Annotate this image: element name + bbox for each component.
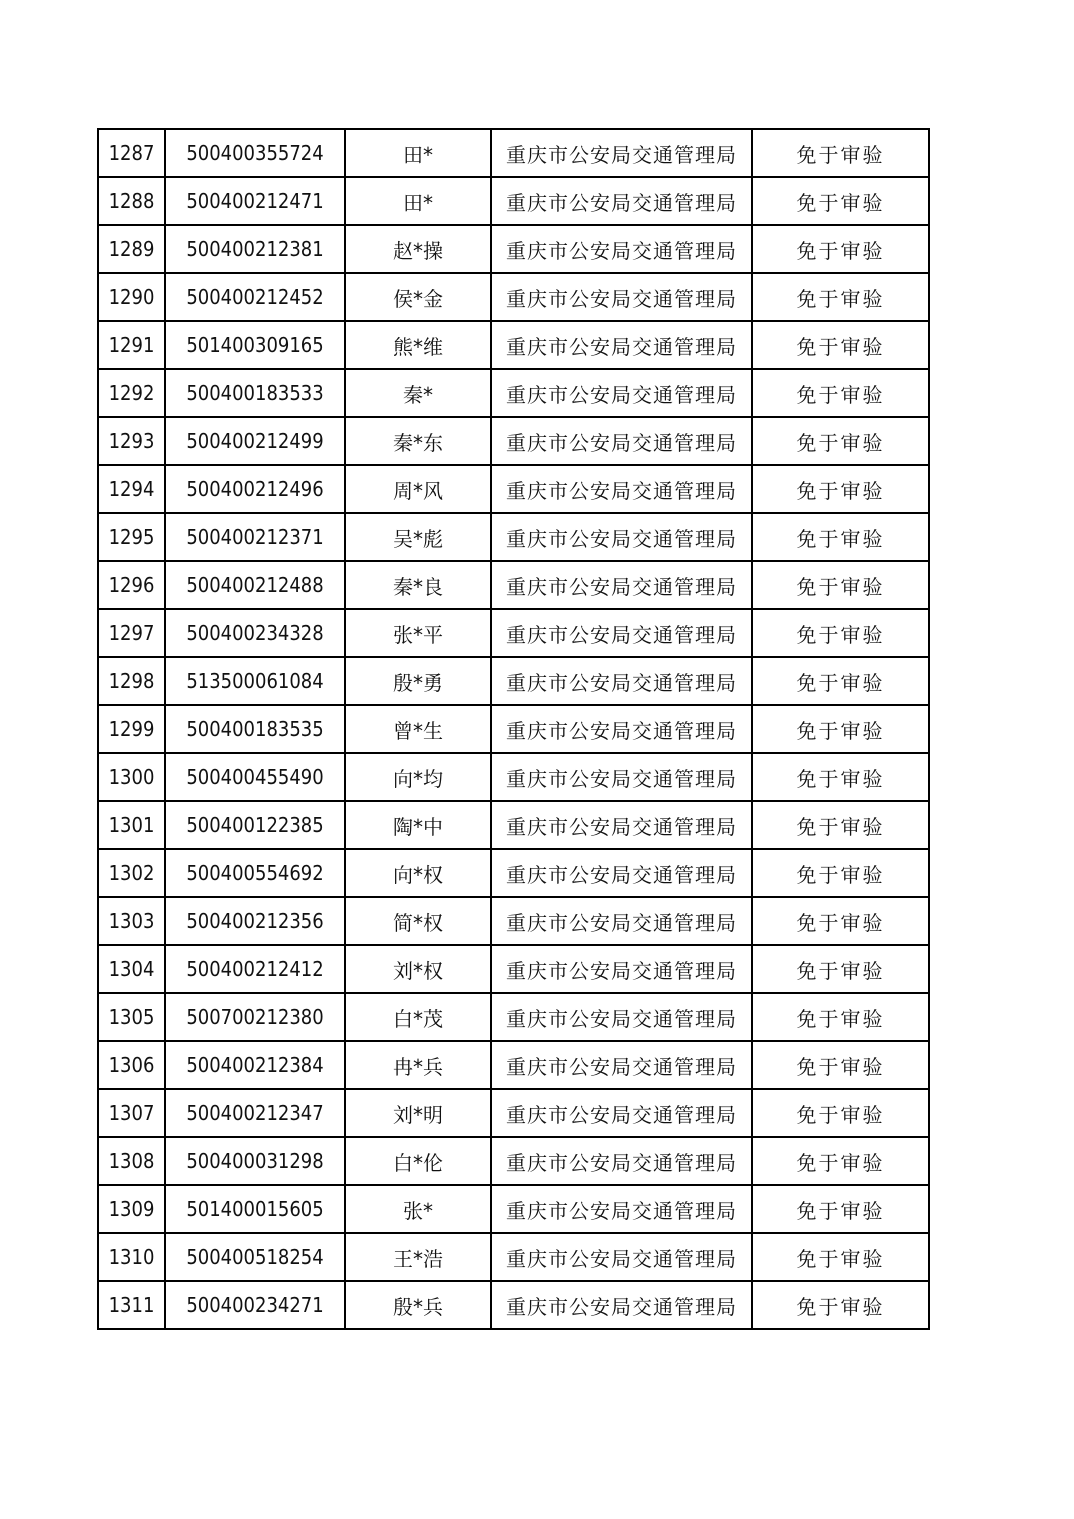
record-number-cell: 1304: [98, 945, 165, 993]
record-number-cell: 1290: [98, 273, 165, 321]
record-name-cell: 周*风: [345, 465, 491, 513]
record-id-cell: 500400234271: [165, 1281, 345, 1329]
record-number-cell: 1306: [98, 1041, 165, 1089]
record-organization-cell: 重庆市公安局交通管理局: [491, 945, 752, 993]
table-row: [98, 561, 929, 609]
record-status-cell: 免于审验: [752, 129, 929, 177]
record-status-cell: 免于审验: [752, 465, 929, 513]
record-organization-cell: 重庆市公安局交通管理局: [491, 369, 752, 417]
record-organization-cell: 重庆市公安局交通管理局: [491, 753, 752, 801]
record-id-cell: 500400554692: [165, 849, 345, 897]
record-number-cell: 1305: [98, 993, 165, 1041]
table-row: [98, 273, 929, 321]
table-row: [98, 1281, 929, 1329]
record-number-cell: 1295: [98, 513, 165, 561]
table-row: [98, 705, 929, 753]
record-id-cell: 500400212488: [165, 561, 345, 609]
record-number-cell: 1301: [98, 801, 165, 849]
record-name-cell: 殷*勇: [345, 657, 491, 705]
record-organization-cell: 重庆市公安局交通管理局: [491, 609, 752, 657]
record-number-cell: 1287: [98, 129, 165, 177]
table-row: [98, 321, 929, 369]
record-status-cell: 免于审验: [752, 561, 929, 609]
record-number-cell: 1294: [98, 465, 165, 513]
record-name-cell: 曾*生: [345, 705, 491, 753]
record-organization-cell: 重庆市公安局交通管理局: [491, 273, 752, 321]
record-id-cell: 500400212452: [165, 273, 345, 321]
record-id-cell: 500400212384: [165, 1041, 345, 1089]
table-row: [98, 609, 929, 657]
table-row: [98, 1185, 929, 1233]
record-organization-cell: 重庆市公安局交通管理局: [491, 801, 752, 849]
record-name-cell: 向*均: [345, 753, 491, 801]
record-organization-cell: 重庆市公安局交通管理局: [491, 465, 752, 513]
record-number-cell: 1303: [98, 897, 165, 945]
record-organization-cell: 重庆市公安局交通管理局: [491, 177, 752, 225]
table-row: [98, 993, 929, 1041]
record-status-cell: 免于审验: [752, 177, 929, 225]
record-organization-cell: 重庆市公安局交通管理局: [491, 849, 752, 897]
record-name-cell: 白*茂: [345, 993, 491, 1041]
record-organization-cell: 重庆市公安局交通管理局: [491, 513, 752, 561]
record-id-cell: 501400015605: [165, 1185, 345, 1233]
table-row: [98, 801, 929, 849]
record-status-cell: 免于审验: [752, 609, 929, 657]
record-id-cell: 500400212496: [165, 465, 345, 513]
record-name-cell: 熊*维: [345, 321, 491, 369]
record-status-cell: 免于审验: [752, 705, 929, 753]
record-number-cell: 1291: [98, 321, 165, 369]
record-status-cell: 免于审验: [752, 801, 929, 849]
table-row: [98, 129, 929, 177]
record-id-cell: 500400212471: [165, 177, 345, 225]
record-organization-cell: 重庆市公安局交通管理局: [491, 1281, 752, 1329]
record-number-cell: 1307: [98, 1089, 165, 1137]
record-name-cell: 田*: [345, 129, 491, 177]
record-organization-cell: 重庆市公安局交通管理局: [491, 1089, 752, 1137]
record-id-cell: 500400212347: [165, 1089, 345, 1137]
record-status-cell: 免于审验: [752, 897, 929, 945]
record-number-cell: 1311: [98, 1281, 165, 1329]
record-number-cell: 1310: [98, 1233, 165, 1281]
record-organization-cell: 重庆市公安局交通管理局: [491, 129, 752, 177]
record-status-cell: 免于审验: [752, 1185, 929, 1233]
record-organization-cell: 重庆市公安局交通管理局: [491, 993, 752, 1041]
record-organization-cell: 重庆市公安局交通管理局: [491, 1185, 752, 1233]
table-row: [98, 177, 929, 225]
record-id-cell: 513500061084: [165, 657, 345, 705]
record-id-cell: 500400183535: [165, 705, 345, 753]
record-name-cell: 刘*权: [345, 945, 491, 993]
record-organization-cell: 重庆市公安局交通管理局: [491, 321, 752, 369]
record-number-cell: 1296: [98, 561, 165, 609]
record-status-cell: 免于审验: [752, 753, 929, 801]
record-name-cell: 白*伦: [345, 1137, 491, 1185]
record-status-cell: 免于审验: [752, 945, 929, 993]
table-row: [98, 225, 929, 273]
record-organization-cell: 重庆市公安局交通管理局: [491, 561, 752, 609]
records-table-body: [98, 129, 929, 1329]
record-id-cell: 500400212381: [165, 225, 345, 273]
record-id-cell: 500400212371: [165, 513, 345, 561]
record-name-cell: 秦*东: [345, 417, 491, 465]
record-status-cell: 免于审验: [752, 513, 929, 561]
record-status-cell: 免于审验: [752, 993, 929, 1041]
record-id-cell: 500400031298: [165, 1137, 345, 1185]
table-row: [98, 369, 929, 417]
table-row: [98, 513, 929, 561]
record-number-cell: 1309: [98, 1185, 165, 1233]
record-status-cell: 免于审验: [752, 273, 929, 321]
record-name-cell: 刘*明: [345, 1089, 491, 1137]
record-name-cell: 侯*金: [345, 273, 491, 321]
record-status-cell: 免于审验: [752, 1281, 929, 1329]
record-id-cell: 500400518254: [165, 1233, 345, 1281]
record-status-cell: 免于审验: [752, 321, 929, 369]
record-name-cell: 赵*操: [345, 225, 491, 273]
record-status-cell: 免于审验: [752, 1137, 929, 1185]
record-id-cell: 500400355724: [165, 129, 345, 177]
record-id-cell: 500400122385: [165, 801, 345, 849]
record-status-cell: 免于审验: [752, 369, 929, 417]
record-name-cell: 陶*中: [345, 801, 491, 849]
record-status-cell: 免于审验: [752, 849, 929, 897]
record-organization-cell: 重庆市公安局交通管理局: [491, 1137, 752, 1185]
record-organization-cell: 重庆市公安局交通管理局: [491, 225, 752, 273]
record-name-cell: 殷*兵: [345, 1281, 491, 1329]
record-id-cell: 500400212356: [165, 897, 345, 945]
table-row: [98, 657, 929, 705]
record-number-cell: 1288: [98, 177, 165, 225]
record-status-cell: 免于审验: [752, 1041, 929, 1089]
record-id-cell: 500400234328: [165, 609, 345, 657]
record-number-cell: 1293: [98, 417, 165, 465]
table-row: [98, 417, 929, 465]
record-organization-cell: 重庆市公安局交通管理局: [491, 1041, 752, 1089]
record-status-cell: 免于审验: [752, 1233, 929, 1281]
record-number-cell: 1308: [98, 1137, 165, 1185]
record-id-cell: 501400309165: [165, 321, 345, 369]
record-status-cell: 免于审验: [752, 657, 929, 705]
record-status-cell: 免于审验: [752, 225, 929, 273]
record-number-cell: 1292: [98, 369, 165, 417]
record-number-cell: 1300: [98, 753, 165, 801]
record-id-cell: 500400455490: [165, 753, 345, 801]
record-id-cell: 500400212412: [165, 945, 345, 993]
record-name-cell: 秦*: [345, 369, 491, 417]
records-table: [97, 128, 930, 1330]
record-number-cell: 1298: [98, 657, 165, 705]
record-status-cell: 免于审验: [752, 1089, 929, 1137]
record-organization-cell: 重庆市公安局交通管理局: [491, 705, 752, 753]
record-name-cell: 简*权: [345, 897, 491, 945]
record-organization-cell: 重庆市公安局交通管理局: [491, 657, 752, 705]
record-number-cell: 1302: [98, 849, 165, 897]
record-name-cell: 张*: [345, 1185, 491, 1233]
table-row: [98, 1137, 929, 1185]
record-number-cell: 1297: [98, 609, 165, 657]
record-name-cell: 冉*兵: [345, 1041, 491, 1089]
record-number-cell: 1299: [98, 705, 165, 753]
table-row: [98, 1089, 929, 1137]
table-row: [98, 897, 929, 945]
table-row: [98, 753, 929, 801]
record-name-cell: 田*: [345, 177, 491, 225]
record-id-cell: 500400212499: [165, 417, 345, 465]
record-name-cell: 张*平: [345, 609, 491, 657]
record-number-cell: 1289: [98, 225, 165, 273]
record-id-cell: 500400183533: [165, 369, 345, 417]
record-name-cell: 王*浩: [345, 1233, 491, 1281]
record-organization-cell: 重庆市公安局交通管理局: [491, 417, 752, 465]
table-row: [98, 465, 929, 513]
table-row: [98, 1041, 929, 1089]
record-organization-cell: 重庆市公安局交通管理局: [491, 897, 752, 945]
record-organization-cell: 重庆市公安局交通管理局: [491, 1233, 752, 1281]
record-name-cell: 吴*彪: [345, 513, 491, 561]
record-name-cell: 秦*良: [345, 561, 491, 609]
table-row: [98, 945, 929, 993]
record-name-cell: 向*权: [345, 849, 491, 897]
table-row: [98, 849, 929, 897]
record-status-cell: 免于审验: [752, 417, 929, 465]
record-id-cell: 500700212380: [165, 993, 345, 1041]
table-row: [98, 1233, 929, 1281]
